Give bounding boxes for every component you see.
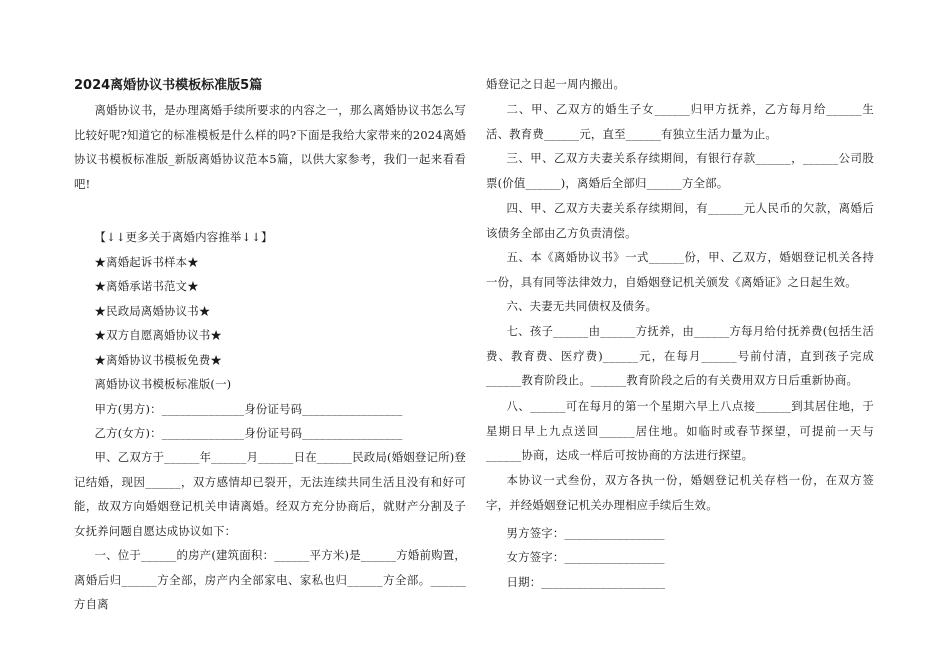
document-title: 2024离婚协议书模板标准版5篇 xyxy=(74,78,263,93)
recommend-item[interactable]: ★离婚承诺书范文★ xyxy=(94,279,199,293)
party-b-line: 乙方(女方)：______________身份证号码_________________ xyxy=(94,426,403,440)
male-signature-line: 男方签字：_________________ xyxy=(506,526,665,540)
clause-4: 四、甲、乙双方夫妻关系存续期间，有______元人民币的欠款，离婚后该债务全部由乙方负责清偿。 xyxy=(486,201,874,240)
recommend-item[interactable]: ★离婚起诉书样本★ xyxy=(94,255,199,269)
preamble-paragraph: 甲、乙双方于______年______月______日在______民政局(婚姻登记所)登记结婚，现因______，双方感情却已裂开，无法连续共同生活且没有和好可能，故双方向婚姻登记机关申请离婚。经双方充分协商后，就财产分割及子女抚养问题自愿达成协议如下： xyxy=(74,450,466,538)
female-signature-line: 女方签字：_________________ xyxy=(506,550,665,564)
recommend-item[interactable]: ★双方自愿离婚协议书★ xyxy=(94,328,223,342)
recommend-item[interactable]: ★民政局离婚协议书★ xyxy=(94,304,211,318)
section-title: 离婚协议书模板标准版(一) xyxy=(94,377,232,391)
clause-2: 二、甲、乙双方的婚生子女______归甲方抚养，乙方每月给______生活、教育费______元，直至______有独立生活力量为止。 xyxy=(486,102,874,141)
recommend-item[interactable]: ★离婚协议书模板免费★ xyxy=(94,353,223,367)
clause-6: 六、夫妻无共同债权及债务。 xyxy=(506,299,658,313)
party-a-line: 甲方(男方)：______________身份证号码_________________ xyxy=(94,402,403,416)
clause-8: 八、______可在每月的第一个星期六早上八点接______到其居住地，于星期日早上九点送回______居住地。如临时或春节探望，可提前一天与______协商，达成一样后可按协商的方法进行探望。 xyxy=(486,399,874,462)
clause-5: 五、本《离婚协议书》一式______份，甲、乙双方，婚姻登记机关各持一份，具有同等法律效力，自婚姻登记机关颁发《离婚证》之日起生效。 xyxy=(486,250,874,289)
intro-paragraph: 离婚协议书，是办理离婚手续所要求的内容之一，那么离婚协议书怎么写比较好呢?知道它的标准模板是什么样的吗?下面是我给大家带来的2024离婚协议书模板标准版_新版离婚协议范本5篇，以供大家参考，我们一起来看看吧! xyxy=(74,103,466,191)
clause-7: 七、孩子______由______方抚养，由______方每月给付抚养费(包括生活费、教育费、医疗费)______元，在每月______号前付清，直到孩子完成______教育阶段止。______教育阶段之后的有关费用双方日后重新协商。 xyxy=(486,324,874,387)
closing-paragraph: 本协议一式叁份，双方各执一份，婚姻登记机关存档一份，在双方签字，并经婚姻登记机关办理相应手续后生效。 xyxy=(486,473,874,512)
date-line: 日期：_____________________ xyxy=(506,575,666,589)
clause-3: 三、甲、乙双方夫妻关系存续期间，有银行存款______，______公司股票(价值______)，离婚后全部归______方全部。 xyxy=(486,151,874,190)
recommend-header: 【↓↓更多关于离婚内容推举↓↓】 xyxy=(94,230,273,244)
clause-1: 一、位于______的房产(建筑面积：______平方米)是______方婚前购置，离婚后归______方全部，房产内全部家电、家私也归______方全部。______方自离 xyxy=(74,548,466,611)
clause-1-continued: 婚登记之日起一周内搬出。 xyxy=(486,77,626,91)
